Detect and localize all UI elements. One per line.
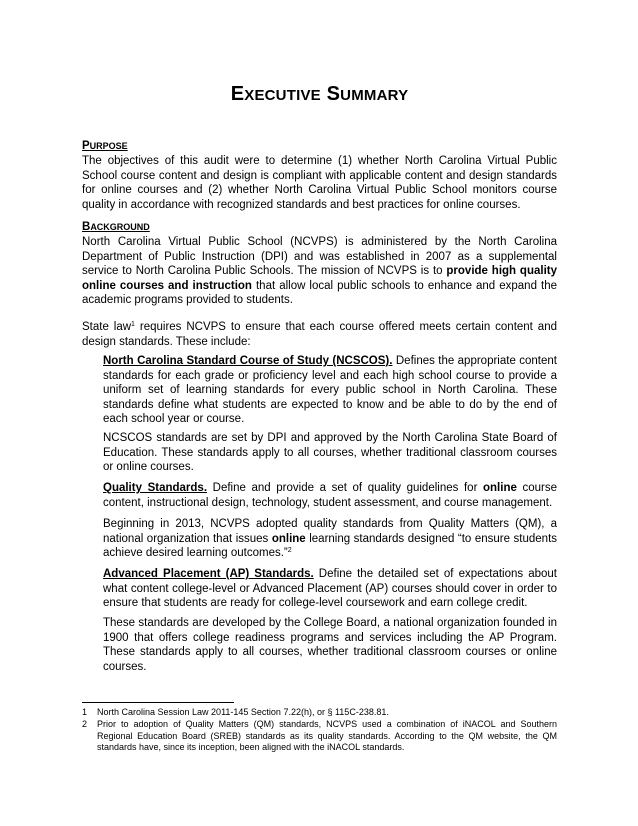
footnote-number: 2 (82, 719, 88, 729)
quality-para2-bold: online (271, 532, 306, 545)
quality-para2 (103, 517, 557, 561)
footnote-text: Prior to adoption of Quality Matters (QM) standards, NCVPS used a combination of iNACOL and Southern Regional Education Board (SREB) standards as its quality standards. According to the QM website, the QM standards have, since its inception, been aligned with the iNACOL standards. (97, 719, 557, 753)
footnote-ref-2: 2 (287, 547, 292, 555)
footnote-divider (82, 702, 234, 703)
quality-text-a: Define and provide a set of quality guidelines for (207, 482, 483, 494)
quality-para2-b: learning standards designed “to ensure students achieve desired learning outcomes.” (103, 532, 558, 560)
purpose-heading (82, 140, 557, 152)
ncscos-para2-text: NCSCOS standards are set by DPI and approved by the North Carolina State Board of Education. These standards apply to all courses, whether traditional classroom courses or online courses. (103, 432, 557, 474)
background-heading-rest: ACKGROUND (90, 222, 150, 232)
quality-text-b: course content, instructional design, technology, student assessment, and course management. (103, 482, 557, 509)
footnote-2 (82, 719, 557, 754)
background-heading (82, 221, 557, 233)
footnote-ref-1: 1 (131, 321, 135, 328)
background-text-a: North Carolina Virtual Public School (NCVPS) is administered by the North Carolina Department of Public Instruction (DPI) and was established in 2007 as a supplemental service to North Carolina Public Schools. The mission of NCVPS is to (82, 236, 557, 278)
state-law-text-a: State law (82, 321, 132, 333)
purpose-section (82, 140, 557, 212)
footnote-text: North Carolina Session Law 2011-145 Section 7.22(h), or § 115C-238.81. (97, 707, 389, 717)
ap-para2-text: These standards are developed by the College Board, a national organization founded in 1900 that offers college readiness programs and services including the AP Program. These standards apply to all courses, whether traditional classroom courses or online courses. (103, 617, 557, 673)
footnote-number: 1 (82, 707, 88, 717)
quality-label: Quality Standards. (103, 482, 208, 494)
ap-label: Advanced Placement (AP) Standards. (103, 568, 314, 580)
background-section (82, 221, 557, 308)
ap-text: Define the detailed set of expectations about what content college-level or Advanced Placement (AP) courses should cover in order to ensure that students are ready for college-level coursework and earn college credit. (103, 568, 557, 610)
state-law-text-b: requires NCVPS to ensure that each course offered meets certain content and design standards. These include: (82, 321, 557, 348)
ncscos-item (103, 354, 557, 427)
ap-para2 (103, 616, 557, 674)
purpose-text: The objectives of this audit were to determine (1) whether North Carolina Virtual Public School course content and design is compliant with applicable content and design standards for online courses and (2) whether North Carolina Virtual Public School monitors course quality in accordance with recognized standards and best practices for online courses. (82, 155, 557, 211)
title-rest-2: UMMARY (340, 87, 409, 104)
ncscos-text: Defines the appropriate content standards for each grade or proficiency level and each high school course to provide a uniform set of learning standards for every public school in North Carolina. These standards define what students are expected to know and be able to do by the end of each school year or course. (103, 355, 557, 426)
page-title (82, 83, 557, 106)
footnote-1 (82, 707, 557, 719)
title-cap-2: S (326, 83, 341, 105)
background-text-bold: provide high quality online courses and instruction (82, 265, 557, 292)
ncscos-label: North Carolina Standard Course of Study (NCSCOS). (103, 355, 393, 367)
background-text-b: that allow local public schools to enhance and expand the academic programs provided to students. (82, 279, 557, 307)
quality-para2-a: Beginning in 2013, NCVPS adopted quality standards from Quality Matters (QM), a national organization that issues (103, 518, 557, 545)
purpose-heading-rest: URPOSE (89, 141, 128, 151)
title-cap-1: E (230, 83, 245, 105)
purpose-heading-cap: P (82, 140, 90, 152)
quality-item (103, 481, 557, 510)
quality-text-bold: online (483, 482, 517, 494)
background-heading-cap: B (82, 221, 91, 233)
ncscos-para2 (103, 431, 557, 475)
state-law-paragraph (82, 320, 557, 349)
title-rest-1: XECUTIVE (244, 87, 321, 104)
background-text (82, 235, 557, 308)
ap-item (103, 567, 557, 611)
